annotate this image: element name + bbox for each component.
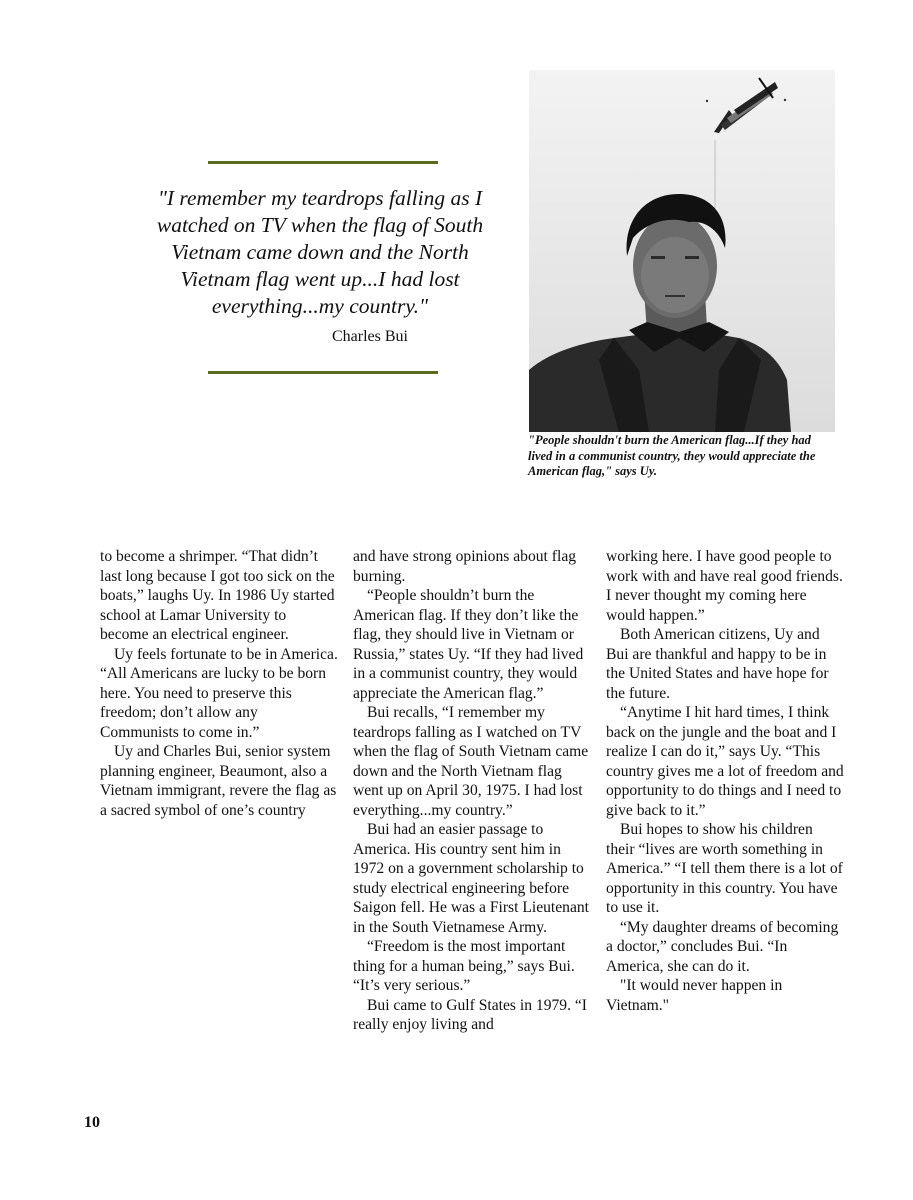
article-column-3 [606, 547, 844, 1015]
portrait-illustration [529, 70, 835, 432]
quote-rule-top [208, 161, 438, 164]
column-1-paragraph: Uy feels fortunate to be in America. “All Americans are lucky to be born here. You need to preserve this freedom; don’t allow any Communists to come in.” [100, 645, 338, 741]
column-3-paragraph: Bui hopes to show his children their “lives are worth something in America.” “I tell them there is a lot of opportunity in this country. You have to use it. [606, 821, 843, 916]
pull-quote: "I remember my teardrops falling as I watched on TV when the flag of South Vietnam came down and the North Vietnam flag went up...I had lost everything...my country." [156, 186, 484, 318]
quote-rule-bottom [208, 371, 438, 374]
column-2-paragraph: Bui recalls, “I remember my teardrops falling as I watched on TV when the flag of South Vietnam came down and the North Vietnam flag went up on April 30, 1975. I had lost everything...my country.” [353, 704, 589, 819]
column-2-paragraph: “People shouldn’t burn the American flag. If they don’t like the flag, they should live in Vietnam or Russia,” states Uy. “If they had lived in a communist country, they would appreciate the American flag.” [353, 587, 584, 702]
column-3-paragraph: “Anytime I hit hard times, I think back on the jungle and the boat and I realize I can do it,” says Uy. “This country gives me a lot of freedom and opportunity to do things and I need to give back to it.” [606, 704, 844, 819]
column-3-paragraph: Both American citizens, Uy and Bui are thankful and happy to be in the United States and have hope for the future. [606, 626, 829, 702]
column-2-paragraph: “Freedom is the most important thing for a human being,” says Bui. “It’s very serious.” [353, 938, 575, 994]
pull-quote-author: Charles Bui [332, 328, 408, 345]
column-2-paragraph: Bui came to Gulf States in 1979. “I really enjoy living and [353, 996, 588, 1033]
column-3-paragraph: working here. I have good people to work with and have real good friends. I never thought my coming here would happen.” [606, 548, 843, 624]
column-2-paragraph: Bui had an easier passage to America. His country sent him in 1972 on a government scholarship to study electrical engineering before Saigon fell. He was a First Lieutenant in the South Vietnamese Army. [353, 821, 590, 936]
column-2-paragraph: and have strong opinions about flag burning. [353, 548, 577, 585]
page-number: 10 [84, 1114, 100, 1131]
article-column-1 [100, 547, 338, 820]
photo-caption: "People shouldn't burn the American flag...If they had lived in a communist country, they would appreciate the American flag," says Uy. [528, 433, 816, 478]
portrait-photo [529, 70, 835, 432]
column-1-paragraph: to become a shrimper. “That didn’t last long because I got too sick on the boats,” laughs Uy. In 1986 Uy started school at Lamar University to become an electrical engineer. [100, 548, 335, 643]
column-3-paragraph: "It would never happen in Vietnam." [606, 977, 783, 1014]
column-3-paragraph: “My daughter dreams of becoming a doctor,” concludes Bui. “In America, she can do it. [606, 918, 839, 975]
article-column-2 [353, 547, 591, 1035]
column-1-paragraph: Uy and Charles Bui, senior system planning engineer, Beaumont, also a Vietnam immigrant, revere the flag as a sacred symbol of one’s country [100, 743, 337, 819]
